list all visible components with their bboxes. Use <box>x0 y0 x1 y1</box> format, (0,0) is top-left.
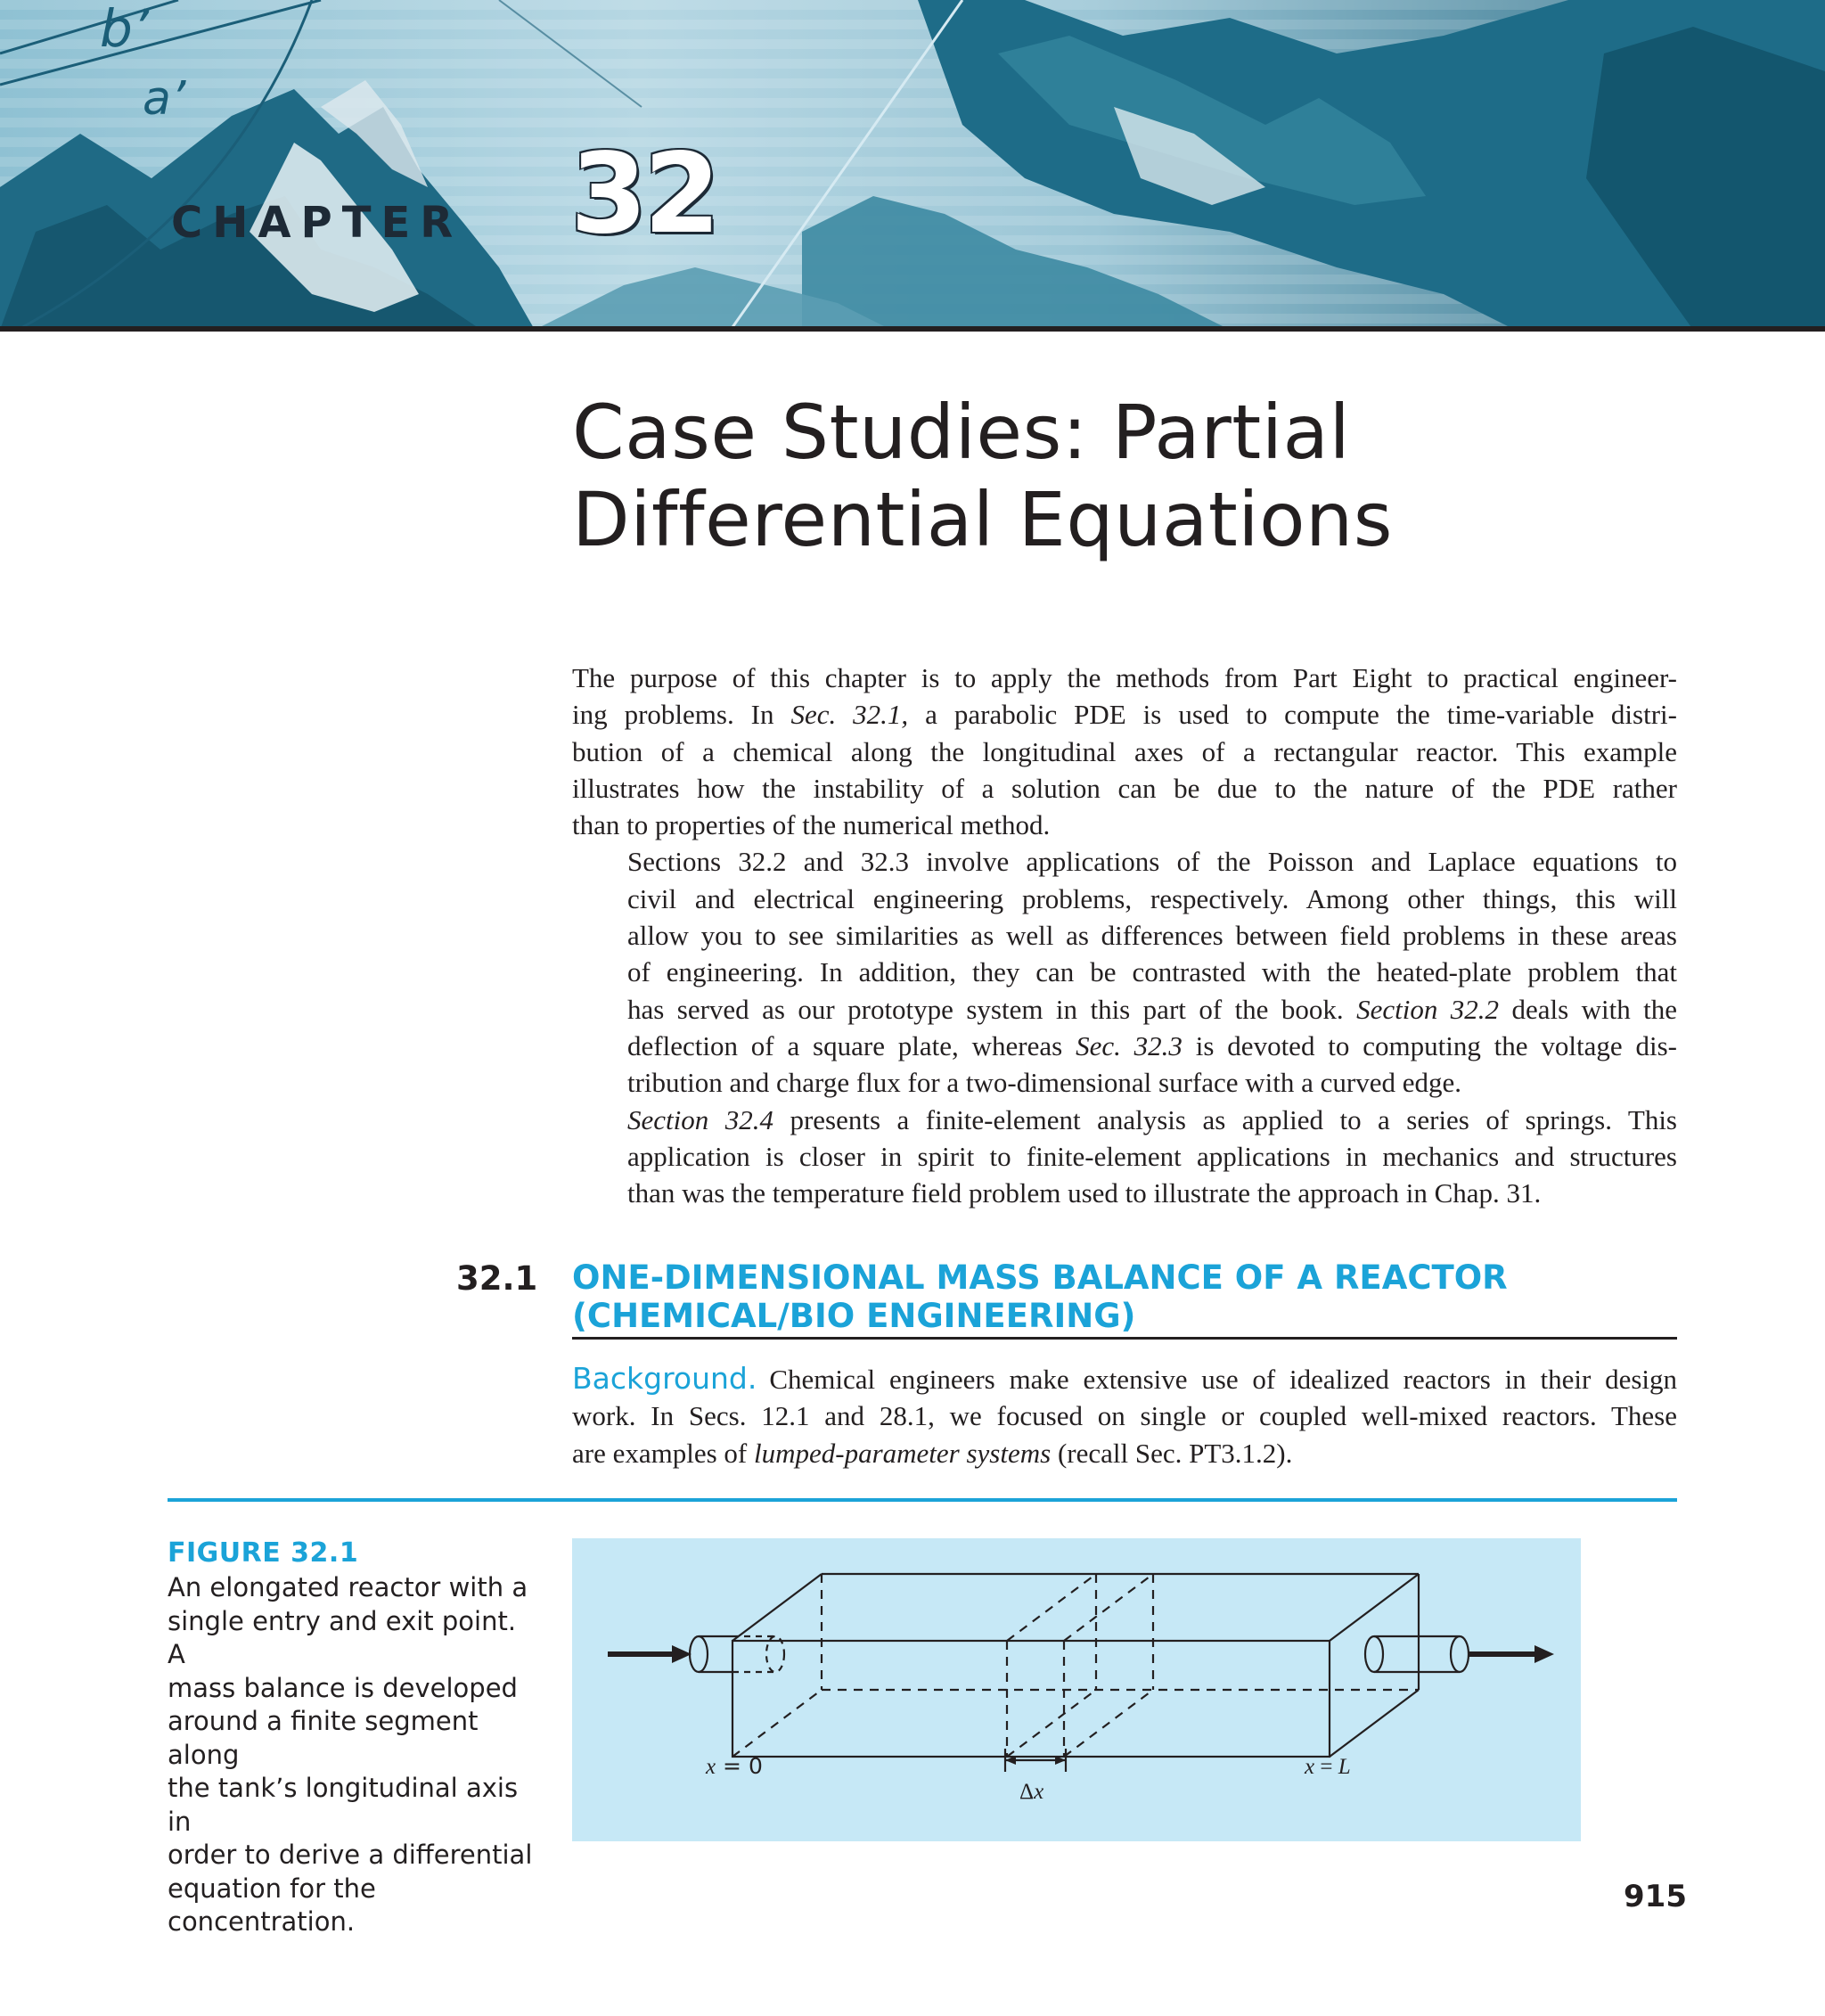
text-line: allow you to see similarities as well as differences between field problems in these areas <box>627 920 1677 952</box>
text-line: bution of a chemical along the longitudinal axes of a rectangular reactor. This example <box>572 735 1677 767</box>
text-line: deflection of a square plate, whereas Sec. 32.3 is devoted to computing the voltage dis- <box>627 1029 1677 1061</box>
caption-line: the tank’s longitudinal axis in <box>168 1773 519 1837</box>
section-title <box>572 1258 1508 1335</box>
text-line: civil and electrical engineering problems, respectively. Among other things, this will <box>627 882 1677 914</box>
intro-paragraph-2 <box>572 843 1677 1101</box>
caption-line: equation for the concentration. <box>168 1873 376 1937</box>
caption-line: mass balance is developed <box>168 1672 518 1703</box>
caption-line: order to derive a differential <box>168 1840 533 1870</box>
italic-reference: lumped-parameter systems <box>753 1437 1052 1469</box>
reactor-diagram <box>572 1538 1581 1841</box>
figure-label: FIGURE 32.1 <box>168 1537 359 1569</box>
section-title-line-2: (CHEMICAL/BIO ENGINEERING) <box>572 1297 1136 1335</box>
text-line: Sections 32.2 and 32.3 involve applications of the Poisson and Laplace equations to <box>627 846 1677 878</box>
label-x-L: x = L <box>1305 1755 1351 1779</box>
caption-line: An elongated reactor with a <box>168 1572 528 1602</box>
text-line: work. In Secs. 12.1 and 28.1, we focused on single or coupled well-mixed reactors. These <box>572 1400 1677 1432</box>
label-b-prime: b’ <box>100 0 150 59</box>
figure-caption <box>168 1571 542 1939</box>
chapter-title <box>572 389 1641 563</box>
chapter-title-line-2: Differential Equations <box>572 476 1394 563</box>
intro-paragraph-3 <box>572 1102 1677 1212</box>
text-line: tribution and charge flux for a two-dimensional surface with a curved edge. <box>627 1067 1461 1099</box>
italic-reference: Section 32.4 <box>627 1103 773 1135</box>
figure-divider <box>168 1498 1677 1502</box>
page-number: 915 <box>1624 1879 1687 1914</box>
background-paragraph <box>572 1360 1677 1471</box>
chapter-banner <box>0 0 1825 330</box>
italic-reference: Section 32.2 <box>1356 993 1500 1025</box>
text-line: The purpose of this chapter is to apply the methods from Part Eight to practical engineer- <box>572 662 1677 693</box>
background-text <box>572 1360 1677 1471</box>
section-rule <box>572 1337 1677 1340</box>
text-line: than was the temperature field problem used to illustrate the approach in Chap. 31. <box>627 1177 1542 1209</box>
text-line: than to properties of the numerical method. <box>572 809 1051 841</box>
mountain-banner-image <box>0 0 1825 330</box>
caption-line: single entry and exit point. A <box>168 1605 517 1669</box>
text-line: has served as our prototype system in this part of the book. Section 32.2 deals with the <box>627 993 1678 1025</box>
caption-line: around a finite segment along <box>168 1706 479 1770</box>
intro-paragraph-1 <box>572 660 1677 843</box>
label-x-zero: x = 0 <box>706 1753 763 1779</box>
italic-reference: Sec. 32.3 <box>1076 1029 1183 1061</box>
text-line: Background. Chemical engineers make extensive use of idealized reactors in their design <box>572 1361 1677 1396</box>
chapter-title-line-1: Case Studies: Partial <box>572 389 1351 476</box>
reactor-figure <box>572 1538 1581 1841</box>
section-title-line-1: ONE-DIMENSIONAL MASS BALANCE OF A REACTOR <box>572 1258 1508 1297</box>
text-line: are examples of lumped-parameter systems (recall Sec. PT3.1.2). <box>572 1437 1293 1469</box>
chapter-number: 32 <box>570 130 717 258</box>
label-delta-x: Δx <box>1019 1780 1044 1804</box>
banner-rule <box>0 326 1825 332</box>
text-line: ing problems. In Sec. 32.1, a parabolic PDE is used to compute the time-variable distri- <box>572 699 1677 731</box>
intro-text <box>572 660 1677 1211</box>
text-line: of engineering. In addition, they can be contrasted with the heated-plate problem that <box>627 956 1677 988</box>
chapter-label: CHAPTER <box>171 198 463 248</box>
background-label: Background. <box>572 1361 757 1396</box>
section-number: 32.1 <box>456 1259 538 1298</box>
text-line: Section 32.4 presents a finite-element analysis as applied to a series of springs. This <box>627 1103 1677 1135</box>
text-line: application is closer in spirit to finite-element applications in mechanics and structures <box>627 1140 1677 1172</box>
italic-reference: Sec. 32.1, <box>790 699 909 731</box>
text-line: illustrates how the instability of a solution can be due to the nature of the PDE rather <box>572 772 1677 804</box>
label-a-prime: a’ <box>143 72 186 126</box>
